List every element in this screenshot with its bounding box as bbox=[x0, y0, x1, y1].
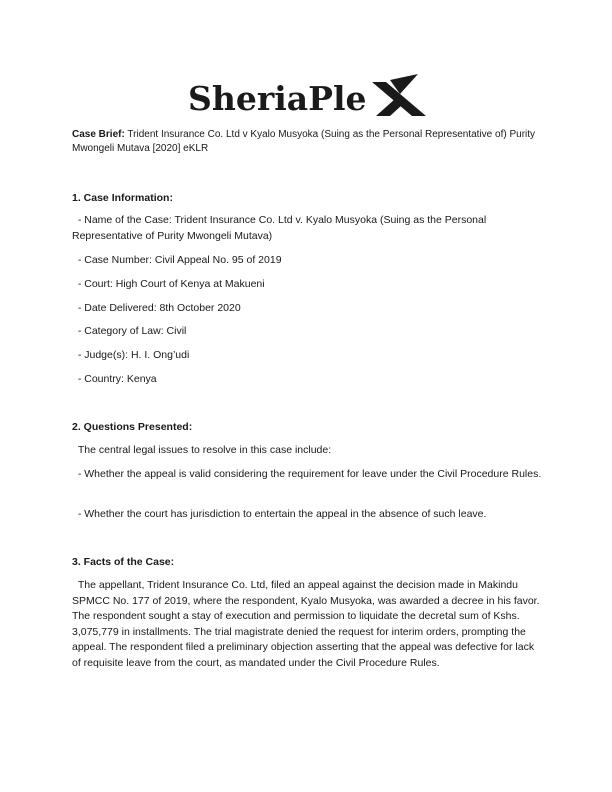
facts-of-the-case-heading: 3. Facts of the Case: bbox=[72, 556, 175, 568]
court-item: - Court: High Court of Kenya at Makueni bbox=[72, 278, 265, 290]
case-name-item: - Name of the Case: Trident Insurance Co. Ltd v. Kyalo Musyoka (Suing as the Personal Representative of Purity Mwongeli Mutava) bbox=[72, 214, 490, 242]
case-brief-title: Trident Insurance Co. Ltd v Kyalo Musyoka (Suing as the Personal Representative of) Purity Mwongeli Mutava [2020] eKLR bbox=[72, 129, 536, 154]
x-mark-icon bbox=[372, 74, 426, 116]
case-information-heading: 1. Case Information: bbox=[72, 192, 173, 204]
case-number-item: - Case Number: Civil Appeal No. 95 of 2019 bbox=[72, 254, 282, 266]
country-item: - Country: Kenya bbox=[72, 373, 157, 385]
sheriaplex-logo bbox=[0, 72, 612, 122]
judges-item: - Judge(s): H. I. Ong’udi bbox=[72, 349, 190, 361]
question-item: - Whether the court has jurisdiction to entertain the appeal in the absence of such leave. bbox=[72, 508, 487, 520]
case-brief bbox=[72, 128, 542, 156]
questions-intro: The central legal issues to resolve in this case include: bbox=[72, 444, 332, 456]
date-delivered-item: - Date Delivered: 8th October 2020 bbox=[72, 302, 241, 314]
logo-graphic bbox=[186, 72, 426, 122]
logo-wordmark: SheriaPle bbox=[188, 79, 367, 118]
case-brief-label: Case Brief: bbox=[72, 129, 125, 140]
questions-presented-heading: 2. Questions Presented: bbox=[72, 421, 193, 433]
question-item: - Whether the appeal is valid considering the requirement for leave under the Civil Procedure Rules. bbox=[72, 468, 542, 480]
category-of-law-item: - Category of Law: Civil bbox=[72, 325, 187, 337]
facts-paragraph: The appellant, Trident Insurance Co. Ltd, filed an appeal against the decision made in Makindu SPMCC No. 177 of 2019, where the respondent, Kyalo Musyoka, was awarded a decree in his favor. The respondent sought a stay of execution and permission to liquidate the decretal sum of Kshs. 3,075,779 in installments. The trial magistrate denied the request for interim orders, prompting the appeal. The respondent filed a preliminary objection asserting that the appeal was defective for lack of requisite leave from the court, as mandated under the Civil Procedure Rules. bbox=[72, 579, 543, 669]
